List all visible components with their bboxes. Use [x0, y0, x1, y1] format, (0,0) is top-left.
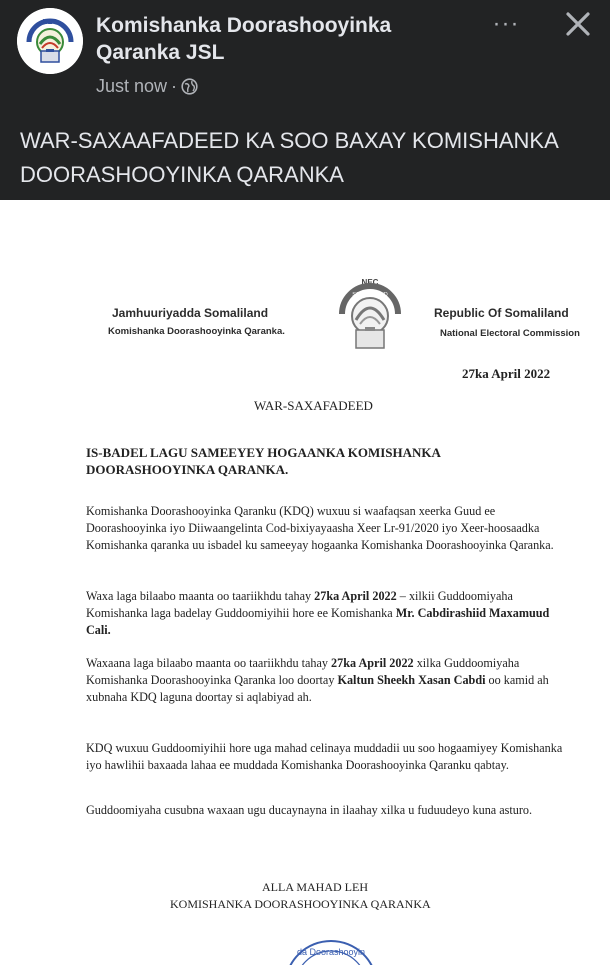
paragraph-5: Guddoomiyaha cusubna waxaan ugu ducaynayna in ilaahay xilka u fuduudeyo kuna asturo.	[86, 803, 533, 817]
post-header	[0, 0, 610, 200]
paragraph-1: Komishanka Doorashooyinka Qaranku (KDQ) wuxuu si waafaqsan xeerka Guud ee Doorashooyinka iyo Diiwaangelinta Cod-bixiyayaasha Xeer Lr-91/2020 iyo Xeer-hoosaadka Komishanka qaranka uu isbadel ku sameeyay hogaanka Komishanka Doorashooyinka Qaranka.	[86, 504, 554, 552]
svg-text:NEC: NEC	[361, 278, 379, 287]
page-avatar[interactable]	[17, 8, 83, 74]
nec-logo-icon	[17, 8, 83, 74]
svg-text:da Doorashooyin: da Doorashooyin	[296, 947, 366, 957]
more-options-button[interactable]	[486, 10, 526, 40]
letter-title: WAR-SAXAFADEED	[254, 398, 373, 413]
paragraph-2: Waxa laga bilaabo maanta oo taariikhdu tahay 27ka April 2022 – xilkii Guddoomiyaha Komishanka laga badelay Guddoomiyihii hore ee Komishanka Mr. Cabdirashiid Maxamuud Cali.	[86, 589, 550, 637]
nec-emblem-icon	[334, 274, 406, 356]
close-button[interactable]	[560, 6, 596, 42]
post-meta	[96, 76, 198, 97]
letter-date: 27ka April 2022	[462, 366, 551, 381]
press-release-letter	[0, 200, 610, 960]
paragraph-4: KDQ wuxuu Guddoomiyihii hore uga mahad celinaya muddadii uu soo hogaamiyey Komishanka iyo hawlihii baxaada lahaa ee muddada Komishanka Doorashooyinka Qaranku qabtay.	[86, 741, 563, 772]
meta-separator: ·	[171, 76, 178, 96]
subject-line: DOORASHOOYINKA QARANKA.	[86, 462, 289, 477]
svg-text:NEC: NEC	[42, 19, 58, 26]
paragraph-3: Waxaana laga bilaabo maanta oo taariikhdu tahay 27ka April 2022 xilka Guddoomiyaha Komishanka Doorashooyinka Qaranka loo doortay Kaltun Sheekh Xasan Cabdi oo kamid ah xubnaha KDQ laguna doortay si aqlabiyad ah.	[86, 656, 549, 704]
svg-text:SOMALILAND: SOMALILAND	[352, 292, 388, 298]
official-stamp	[276, 935, 386, 965]
letterhead-right-subtitle: National Electoral Commission	[440, 328, 580, 339]
letterhead-right-title: Republic Of Somaliland	[434, 306, 569, 320]
globe-icon[interactable]	[181, 78, 198, 95]
page-name[interactable]: Komishanka Doorashooyinka Qaranka JSL	[96, 14, 392, 64]
letter-subject	[86, 444, 506, 478]
letterhead-left-subtitle: Komishanka Doorashooyinka Qaranka.	[108, 326, 285, 337]
post-text: WAR-SAXAAFADEED KA SOO BAXAY KOMISHANKA DOORASHOOYINKA QARANKA	[20, 128, 558, 187]
letterhead-left-title: Jamhuuriyadda Somaliland	[112, 306, 269, 320]
more-horizontal-icon: ···	[492, 10, 520, 37]
close-icon	[560, 6, 596, 42]
subject-line: IS-BADEL LAGU SAMEEYEY HOGAANKA KOMISHANKA	[86, 445, 441, 460]
signoff-line: ALLA MAHAD LEH	[262, 880, 368, 894]
letterhead-logo	[334, 274, 406, 356]
post-timestamp[interactable]: Just now	[96, 76, 168, 96]
signoff-organization: KOMISHANKA DOORASHOOYINKA QARANKA	[170, 897, 431, 911]
